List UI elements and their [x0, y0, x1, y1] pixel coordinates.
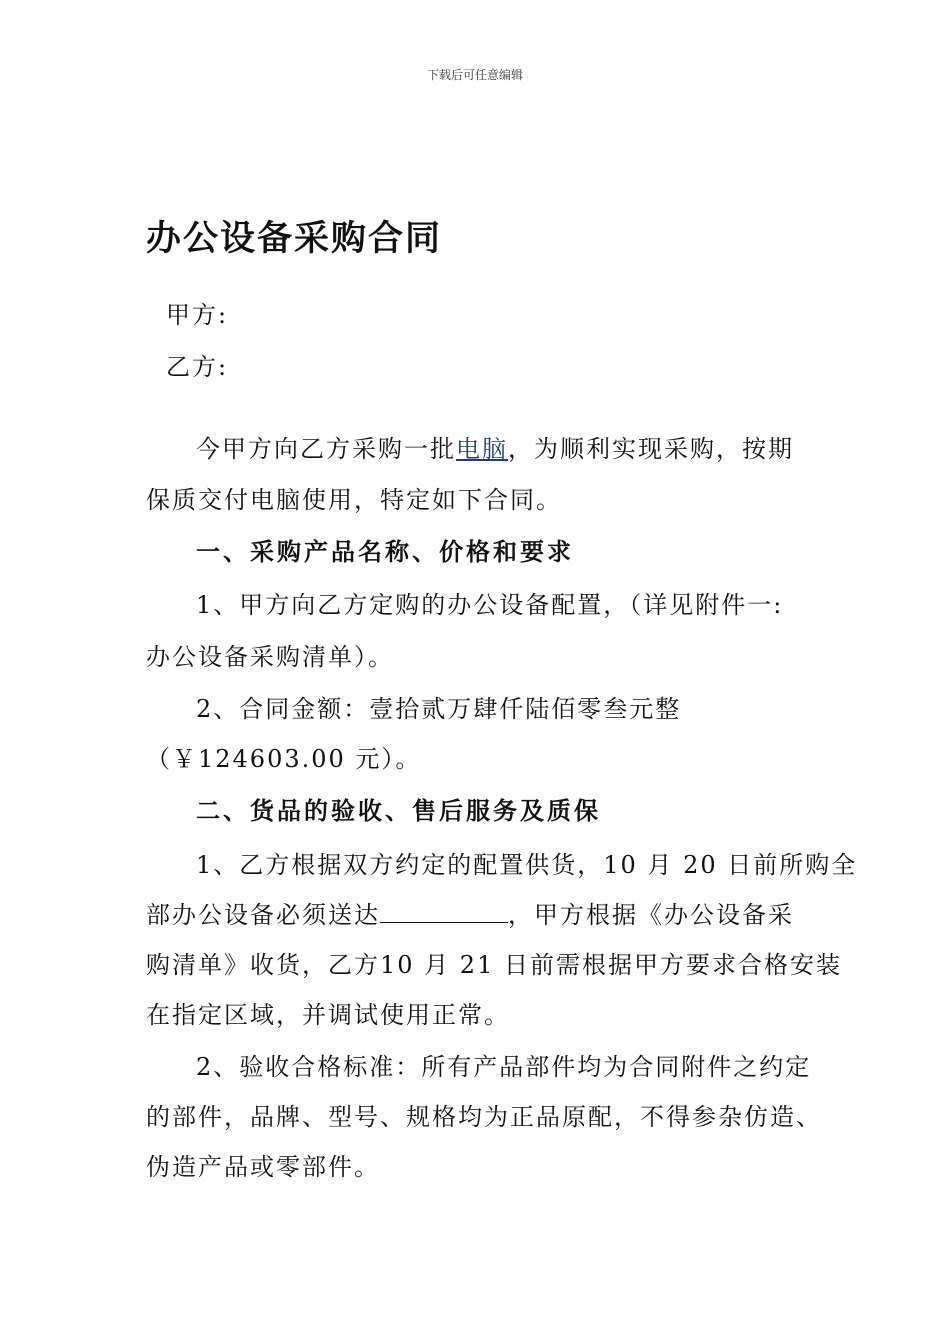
- delivery-text-start: 部办公设备必须送达: [146, 901, 380, 929]
- delivery-location-blank: [380, 900, 508, 923]
- section-2-item-1-line-1: 1、乙方根据双方约定的配置供货，10 月 20 日前所购全: [196, 851, 858, 879]
- party-b-label: 乙方:: [166, 353, 229, 381]
- section-1-item-1-line-2: 办公设备采购清单）。: [146, 643, 394, 671]
- intro-text-end: ，为顺利实现采购，按期: [508, 435, 794, 463]
- intro-line-1: [196, 434, 794, 464]
- section-2-heading: 二、货品的验收、售后服务及质保: [196, 797, 601, 825]
- section-1-item-1-line-1: 1、甲方向乙方定购的办公设备配置，（详见附件一:: [196, 591, 784, 619]
- document-title: 办公设备采购合同: [146, 219, 443, 259]
- section-2-item-2-line-2: 的部件，品牌、型号、规格均为正品原配，不得参杂仿造、: [146, 1103, 822, 1131]
- section-2-item-1-line-2: [146, 900, 794, 930]
- section-1-item-2-line-1: 2、合同金额：壹拾贰万肆仟陆佰零叁元整: [196, 695, 682, 723]
- intro-text-start: 今甲方向乙方采购一批: [196, 435, 456, 463]
- section-1-item-2-line-2: （￥124603.00 元）。: [146, 745, 422, 773]
- section-2-item-1-line-4: 在指定区域，并调试使用正常。: [146, 1001, 510, 1029]
- party-a-label: 甲方:: [166, 301, 229, 329]
- intro-line-2: 保质交付电脑使用，特定如下合同。: [146, 486, 562, 514]
- section-2-item-2-line-3: 伪造产品或零部件。: [146, 1153, 380, 1181]
- section-2-item-2-line-1: 2、验收合格标准：所有产品部件均为合同附件之约定: [196, 1053, 812, 1081]
- delivery-text-end: ，甲方根据《办公设备采: [508, 901, 794, 929]
- computer-link[interactable]: 电脑: [456, 435, 508, 463]
- section-2-item-1-line-3: 购清单》收货，乙方10 月 21 日前需根据甲方要求合格安装: [146, 951, 842, 979]
- section-1-heading: 一、采购产品名称、价格和要求: [196, 538, 574, 566]
- header-note: 下载后可任意编辑: [426, 68, 523, 82]
